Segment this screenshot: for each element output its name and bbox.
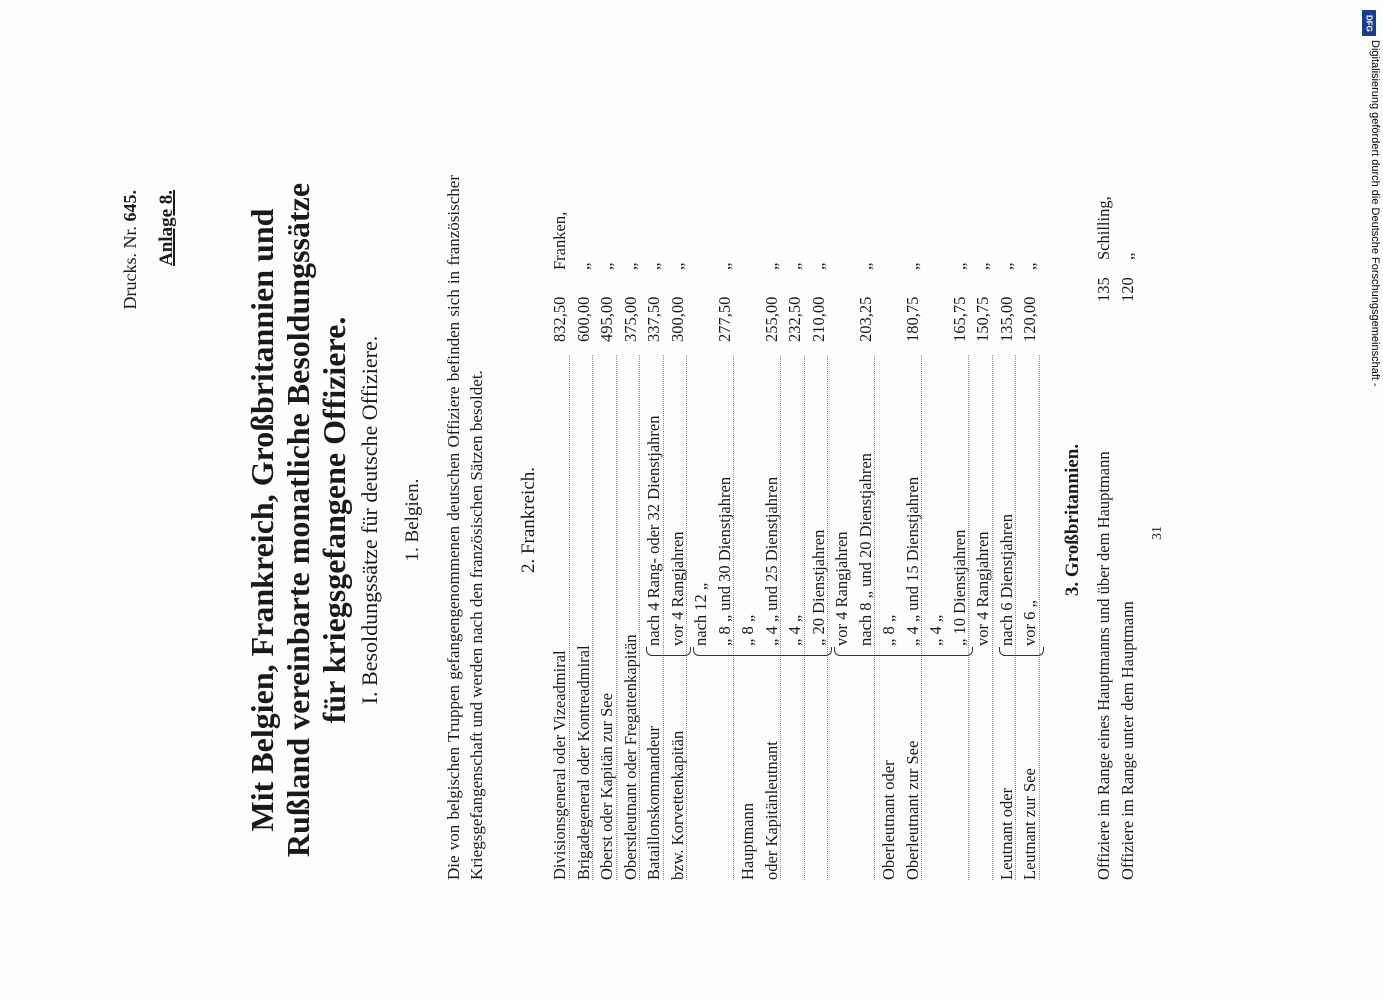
condition-cell: „ 4 „ — [785, 614, 804, 646]
currency-cell: „ — [1117, 252, 1137, 260]
dfg-credit-text: Digitalisierung gefördert durch die Deutsche Forschungsgemeinschaft - — [1369, 40, 1381, 387]
document-number — [120, 190, 141, 350]
amount-cell: 150,75 — [973, 296, 992, 342]
condition-cell: vor 6 „ — [1020, 600, 1039, 646]
amount-cell: 180,75 — [902, 296, 922, 342]
currency-cell: „ — [785, 262, 804, 270]
rank-cell: Oberleutnant zur See — [902, 740, 922, 880]
amount-cell: 495,00 — [597, 296, 616, 342]
currency-cell: „ — [644, 262, 663, 270]
rank-cell: Oberstleutnant oder Fregattenkapitän — [620, 634, 640, 880]
table-row — [785, 175, 809, 880]
table-row — [597, 175, 621, 880]
rank-cell: oder Kapitänleutnant — [761, 741, 781, 880]
table-row — [668, 175, 692, 880]
amount-cell: 120 — [1117, 277, 1137, 302]
dfg-logo: DFG — [1362, 10, 1376, 36]
amount-cell: 255,00 — [761, 296, 781, 342]
currency-cell: „ — [902, 262, 922, 270]
rank-cell: Brigadegeneral oder Kontreadmiral — [573, 645, 593, 880]
document-number-prefix: Drucks. Nr. — [120, 226, 140, 310]
condition-cell: nach 6 Dienstjahren — [996, 514, 1016, 646]
table-row — [879, 175, 903, 880]
table-row — [621, 175, 645, 880]
table-row — [856, 175, 880, 880]
condition-cell: nach 12 „ — [691, 582, 710, 646]
table-row — [1020, 175, 1044, 880]
condition-cell: „ 8 „ und 30 Dienstjahren — [714, 476, 734, 646]
group-brace — [693, 647, 832, 656]
condition-cell: „ 8 „ — [879, 614, 898, 646]
condition-cell: „ 20 Dienstjahren — [808, 529, 828, 646]
table-row — [926, 175, 950, 880]
rank-cell: Divisionsgeneral oder Vizeadmiral — [550, 650, 569, 880]
document-number-value: 645. — [120, 190, 140, 222]
currency-cell: „ — [855, 262, 875, 270]
amount-cell: 300,00 — [667, 296, 687, 342]
currency-cell: „ — [573, 262, 593, 270]
currency-cell: „ — [996, 262, 1016, 270]
group-brace — [834, 647, 973, 656]
appendix-label: Anlage 8. — [156, 190, 177, 266]
section-heading: I. Besoldungssätze für deutsche Offiziere. — [357, 335, 382, 705]
rank-cell: Leutnant oder — [996, 787, 1016, 880]
condition-cell: nach 4 Rang- oder 32 Dienstjahren — [644, 415, 663, 646]
amount-cell: 165,75 — [949, 296, 969, 342]
rank-cell: Hauptmann — [738, 803, 757, 880]
britain-heading: 3. Großbritannien. — [1062, 443, 1083, 597]
title-line-1: Mit Belgien, Frankreich, Großbritannien und — [244, 208, 280, 832]
rotated-document-page — [120, 160, 1220, 880]
condition-cell: „ 8 „ — [738, 614, 757, 646]
condition-cell: vor 4 Rangjahren — [832, 531, 851, 646]
amount-cell: 375,00 — [620, 296, 640, 342]
table-row — [809, 175, 833, 880]
amount-cell: 135 — [1094, 277, 1113, 302]
table-row — [832, 175, 856, 880]
amount-cell: 120,00 — [1020, 296, 1039, 342]
rank-cell: Oberst oder Kapitän zur See — [597, 693, 616, 880]
title-line-3: für kriegsgefangene Offiziere. — [316, 316, 352, 724]
table-row — [973, 175, 997, 880]
belgium-heading: 1. Belgien. — [402, 478, 423, 562]
title-line-2: Rußland vereinbarte monatliche Besoldungssätze — [280, 182, 316, 858]
table-row — [950, 175, 974, 880]
table-row — [691, 175, 715, 880]
britain-pay-table — [1094, 175, 1141, 880]
dfg-credit — [1359, 10, 1381, 430]
amount-cell: 232,50 — [785, 296, 804, 342]
table-row — [644, 175, 668, 880]
currency-cell: „ — [1020, 262, 1039, 270]
table-row — [1118, 175, 1142, 880]
condition-cell: vor 4 Rangjahren — [667, 531, 687, 646]
currency-cell: „ — [973, 262, 992, 270]
currency-cell: „ — [714, 262, 734, 270]
currency-cell: „ — [620, 262, 640, 270]
currency-cell: „ — [597, 262, 616, 270]
condition-cell: „ 4 „ und 25 Dienstjahren — [761, 476, 781, 646]
group-brace — [999, 647, 1044, 656]
table-row — [574, 175, 598, 880]
table-row — [738, 175, 762, 880]
condition-cell: „ 10 Dienstjahren — [949, 529, 969, 646]
table-row — [1094, 175, 1118, 880]
currency-cell: „ — [949, 262, 969, 270]
table-row — [762, 175, 786, 880]
france-pay-table — [550, 175, 1044, 880]
table-row — [550, 175, 574, 880]
rank-cell: Oberleutnant oder — [879, 760, 898, 880]
condition-cell: vor 4 Rangjahren — [973, 531, 992, 646]
france-heading: 2. Frankreich. — [518, 466, 539, 574]
amount-cell: 832,50 — [550, 296, 569, 342]
belgium-paragraph: Die von belgischen Truppen gefangengenommenen deutschen Offiziere befinden sich in französischer Kriegsgefangenschaft und werden nach den französischen Sätzen besoldet. — [444, 175, 486, 880]
page-title — [244, 180, 352, 860]
table-row — [903, 175, 927, 880]
condition-cell: „ 4 „ — [926, 614, 945, 646]
rank-cell: Bataillonskommandeur — [644, 726, 663, 880]
amount-cell: 203,25 — [855, 296, 875, 342]
rank-cell: Offiziere im Range unter dem Hauptmann — [1117, 601, 1137, 880]
currency-cell: Franken, — [550, 211, 569, 270]
amount-cell: 277,50 — [714, 296, 734, 342]
amount-cell: 600,00 — [573, 296, 593, 342]
page-number: 31 — [1150, 526, 1165, 540]
currency-cell: „ — [808, 262, 828, 270]
currency-cell: „ — [761, 262, 781, 270]
rank-cell: Leutnant zur See — [1020, 768, 1039, 880]
condition-cell: nach 8 „ und 20 Dienstjahren — [855, 453, 875, 646]
amount-cell: 337,50 — [644, 296, 663, 342]
amount-cell: 210,00 — [808, 296, 828, 342]
currency-cell: „ — [667, 262, 687, 270]
rank-cell: Offiziere im Range eines Hauptmanns und über dem Hauptmann — [1094, 451, 1113, 880]
currency-cell: Schilling, — [1094, 196, 1113, 260]
group-brace — [646, 647, 691, 656]
rank-cell: bzw. Korvettenkapitän — [667, 730, 687, 880]
condition-cell: „ 4 „ und 15 Dienstjahren — [902, 476, 922, 646]
table-row — [715, 175, 739, 880]
table-row — [997, 175, 1021, 880]
amount-cell: 135,00 — [996, 296, 1016, 342]
